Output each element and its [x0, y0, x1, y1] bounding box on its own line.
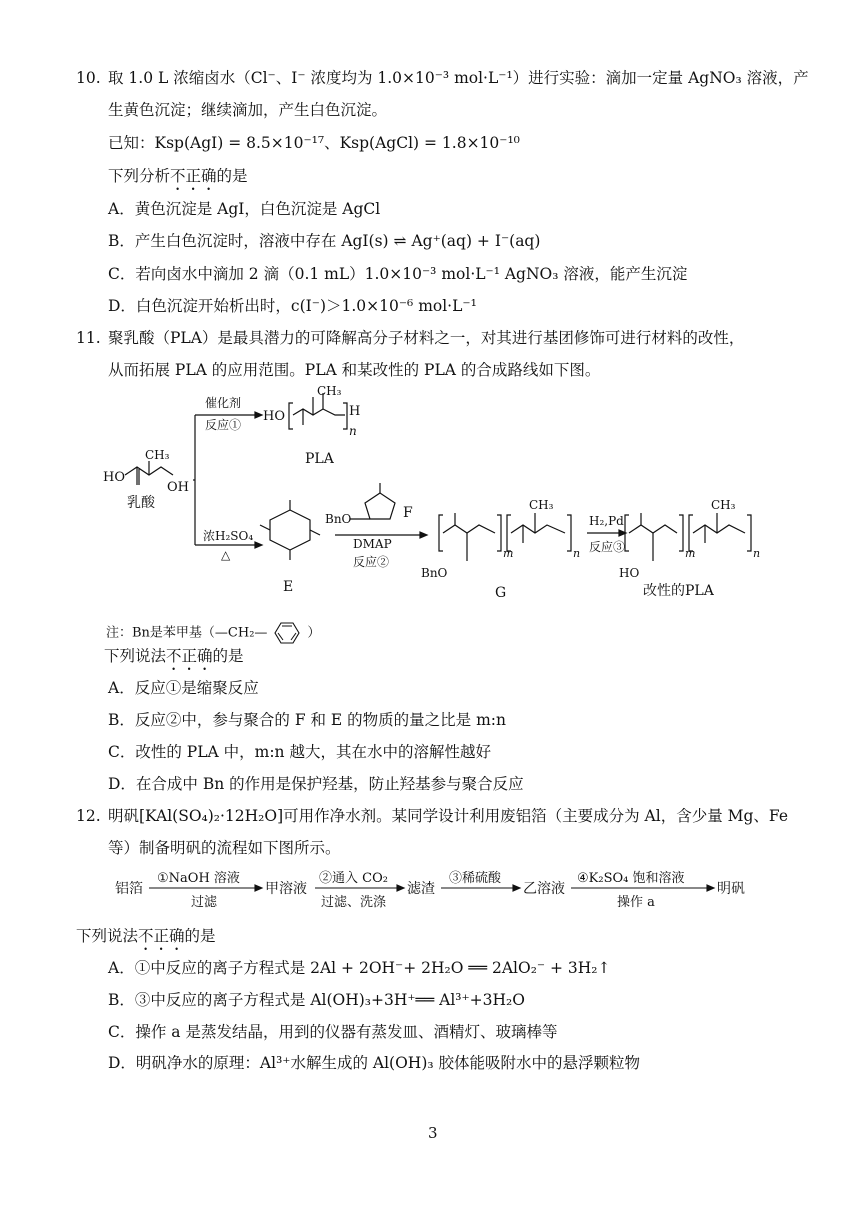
q12-option-c: C．操作 a 是蒸发结晶，用到的仪器有蒸发皿、酒精灯、玻璃棒等: [108, 1023, 558, 1041]
lactic-ch3: CH₃: [145, 448, 170, 462]
q10-stem-emphasis: 不正确: [170, 167, 217, 185]
reaction1-label: 反应①: [205, 418, 242, 432]
q11-line2: 从而拓展 PLA 的应用范围。PLA 和某改性的 PLA 的合成路线如下图。: [108, 361, 601, 379]
q11-stem: [104, 646, 244, 674]
q10-line2: 生黄色沉淀；继续滴加，产生白色沉淀。: [108, 101, 388, 119]
flow-solution-jia: 甲溶液: [265, 881, 307, 897]
q11-option-a: A．反应①是缩聚反应: [108, 679, 259, 697]
lactic-oh: OH: [167, 480, 189, 495]
q10-given: 已知：Ksp(AgI) = 8.5×10⁻¹⁷、Ksp(AgCl) = 1.8×10⁻¹⁰: [108, 134, 520, 152]
q11-option-c: C．改性的 PLA 中，m:n 越大，其在水中的溶解性越好: [108, 743, 491, 761]
pla-label: PLA: [305, 451, 334, 467]
lactic-ho: HO: [103, 470, 125, 485]
alum-process-flow: [115, 868, 755, 912]
q11-number: 11.: [76, 329, 101, 347]
q10-option-b: B．产生白色沉淀时，溶液中存在 AgI(s) ⇌ Ag⁺(aq) + I⁻(aq): [108, 232, 541, 250]
q11-line1: 聚乳酸（PLA）是最具潜力的可降解高分子材料之一，对其进行基团修饰可进行材料的改性，: [108, 329, 745, 347]
q12-number: 12.: [76, 807, 101, 825]
flow-step2-reagent: ②通入 CO₂: [319, 871, 388, 886]
modified-pla-label: 改性的PLA: [643, 583, 714, 599]
flow-step4-reagent: ④K₂SO₄ 饱和溶液: [577, 871, 685, 886]
g-n: n: [573, 547, 581, 560]
dmap-label: DMAP: [353, 537, 392, 551]
lactic-acid-label: 乳酸: [127, 495, 155, 511]
reaction2-label: 反应②: [353, 555, 390, 569]
q12-option-a: A．①中反应的离子方程式是 2Al + 2OH⁻+ 2H₂O ══ 2AlO₂⁻ + 3H₂↑: [108, 959, 611, 977]
g-label: G: [495, 585, 507, 601]
q10-stem-c: 的是: [216, 167, 248, 185]
bn-note-text: 注：Bn是苯甲基（—CH₂—: [106, 625, 268, 641]
h2so4-label: 浓H₂SO₄: [203, 529, 254, 543]
h2pd-label: H₂,Pd: [589, 514, 624, 528]
page-number: 3: [428, 1124, 438, 1142]
mod-ch3: CH₃: [711, 498, 736, 512]
flow-residue: 滤渣: [407, 881, 435, 897]
g-m: m: [503, 547, 514, 560]
mod-m: m: [685, 547, 696, 560]
flow-solution-yi: 乙溶液: [523, 881, 565, 897]
q10-line1: 取 1.0 L 浓缩卤水（Cl⁻、I⁻ 浓度均为 1.0×10⁻³ mol·L⁻¹）进行实验：滴加一定量 AgNO₃ 溶液，产: [108, 69, 809, 87]
q12-line2: 等）制备明矾的流程如下图所示。: [108, 839, 341, 857]
q10-stem-a: 下列分析: [108, 167, 171, 185]
f-bno: BnO: [325, 512, 352, 526]
q11-option-b: B．反应②中，参与聚合的 F 和 E 的物质的量之比是 m:n: [108, 711, 506, 729]
q10-number: 10.: [76, 69, 101, 87]
q11-option-d: D．在合成中 Bn 的作用是保护羟基，防止羟基参与聚合反应: [108, 775, 524, 793]
q10-stem: [108, 166, 248, 194]
q11-stem-emphasis: 不正确: [166, 647, 213, 665]
q12-option-b: B．③中反应的离子方程式是 Al(OH)₃+3H⁺══ Al³⁺+3H₂O: [108, 991, 525, 1009]
q11-stem-a: 下列说法: [104, 647, 167, 665]
reaction3-label: 反应③: [589, 540, 626, 554]
flow-aluminum-foil: 铝箔: [115, 881, 143, 897]
mod-n: n: [753, 547, 761, 560]
q12-option-d: D．明矾净水的原理：Al³⁺水解生成的 Al(OH)₃ 胶体能吸附水中的悬浮颗粒物: [108, 1054, 641, 1072]
bn-note-close: ）: [307, 625, 321, 641]
q12-stem-c: 的是: [184, 927, 216, 945]
q12-stem: [76, 926, 216, 954]
delta-label: △: [221, 548, 231, 562]
bn-note: [106, 621, 320, 645]
f-label: F: [403, 505, 413, 521]
q12-stem-emphasis: 不正确: [138, 927, 185, 945]
mod-ho: HO: [619, 566, 640, 580]
pla-synthesis-diagram: [95, 385, 775, 610]
flow-step1-operation: 过滤: [191, 895, 218, 910]
pla-h: H: [349, 404, 361, 419]
e-label: E: [283, 579, 294, 595]
catalyst-label: 催化剂: [205, 396, 242, 410]
pla-ho: HO: [263, 409, 285, 424]
flow-alum: 明矾: [717, 881, 745, 897]
q11-stem-c: 的是: [212, 647, 244, 665]
g-bno: BnO: [421, 566, 448, 580]
flow-step2-operation: 过滤、洗涤: [321, 895, 387, 910]
flow-step1-reagent: ①NaOH 溶液: [157, 871, 240, 886]
q12-line1: 明矾[KAl(SO₄)₂·12H₂O]可用作净水剂。某同学设计利用废铝箔（主要成分为 Al，含少量 Mg、Fe: [108, 807, 789, 825]
q10-option-a: A．黄色沉淀是 AgI，白色沉淀是 AgCl: [108, 200, 381, 218]
pla-n: n: [349, 424, 357, 438]
flow-step3-reagent: ③稀硫酸: [449, 871, 502, 886]
q12-stem-a: 下列说法: [76, 927, 139, 945]
pla-ch3: CH₃: [317, 385, 342, 398]
g-ch3: CH₃: [529, 498, 554, 512]
q10-option-d: D．白色沉淀开始析出时，c(I⁻)＞1.0×10⁻⁶ mol·L⁻¹: [108, 297, 477, 315]
q10-option-c: C．若向卤水中滴加 2 滴（0.1 mL）1.0×10⁻³ mol·L⁻¹ AgNO₃ 溶液，能产生沉淀: [108, 265, 688, 283]
benzene-ring-icon: [267, 621, 307, 645]
flow-step4-operation: 操作 a: [617, 895, 655, 910]
